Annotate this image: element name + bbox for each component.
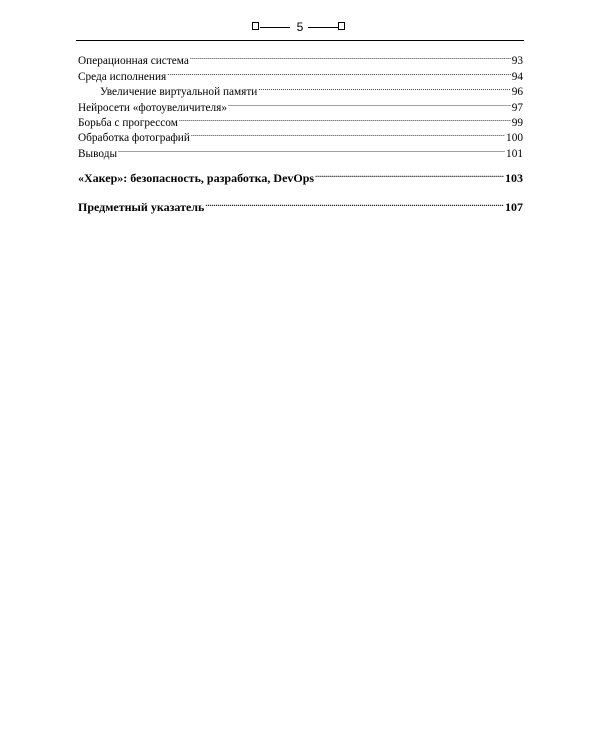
toc-entry-page: 101 [506, 147, 523, 160]
toc-chapter-title: Предметный указатель [78, 199, 205, 214]
toc-chapter-page: 103 [505, 171, 523, 186]
dot-leader [191, 126, 505, 141]
toc-entry-title: Выводы [78, 147, 118, 160]
running-header [0, 19, 600, 35]
toc-entry-title: Борьба с прогрессом [78, 116, 178, 129]
toc-entry-title: Среда исполнения [78, 70, 167, 83]
dot-leader [315, 167, 504, 182]
toc-entry-title: Увеличение виртуальной памяти [100, 86, 258, 99]
toc-entry-page: 93 [511, 55, 523, 68]
dot-leader [167, 64, 510, 79]
dot-leader [190, 49, 511, 64]
toc-entry-title: Обработка фотографий [78, 132, 190, 145]
dot-leader [258, 80, 510, 95]
toc-chapter-title: «Хакер»: безопасность, разработка, DevOps [78, 171, 315, 186]
toc-entry [78, 141, 523, 160]
dot-leader [228, 95, 511, 110]
toc-entry-page: 97 [511, 101, 523, 114]
header-rule [76, 40, 524, 41]
toc-chapter [78, 195, 523, 214]
dot-leader [179, 111, 511, 126]
table-of-contents [78, 49, 523, 214]
toc-entry-page: 94 [511, 70, 523, 83]
dot-leader [118, 141, 505, 156]
toc-entry-title: Нейросети «фотоувеличителя» [78, 101, 228, 114]
dot-leader [205, 195, 504, 210]
toc-entry-page: 100 [506, 132, 523, 145]
page-number: 5 [296, 20, 304, 34]
header-ornament-right [308, 22, 348, 32]
toc-entry-page: 99 [511, 116, 523, 129]
toc-chapter [78, 167, 523, 186]
toc-chapter-page: 107 [505, 199, 523, 214]
toc-entry-page: 96 [511, 86, 523, 99]
toc-entry-title: Операционная система [78, 55, 189, 68]
toc-entry [78, 49, 523, 68]
